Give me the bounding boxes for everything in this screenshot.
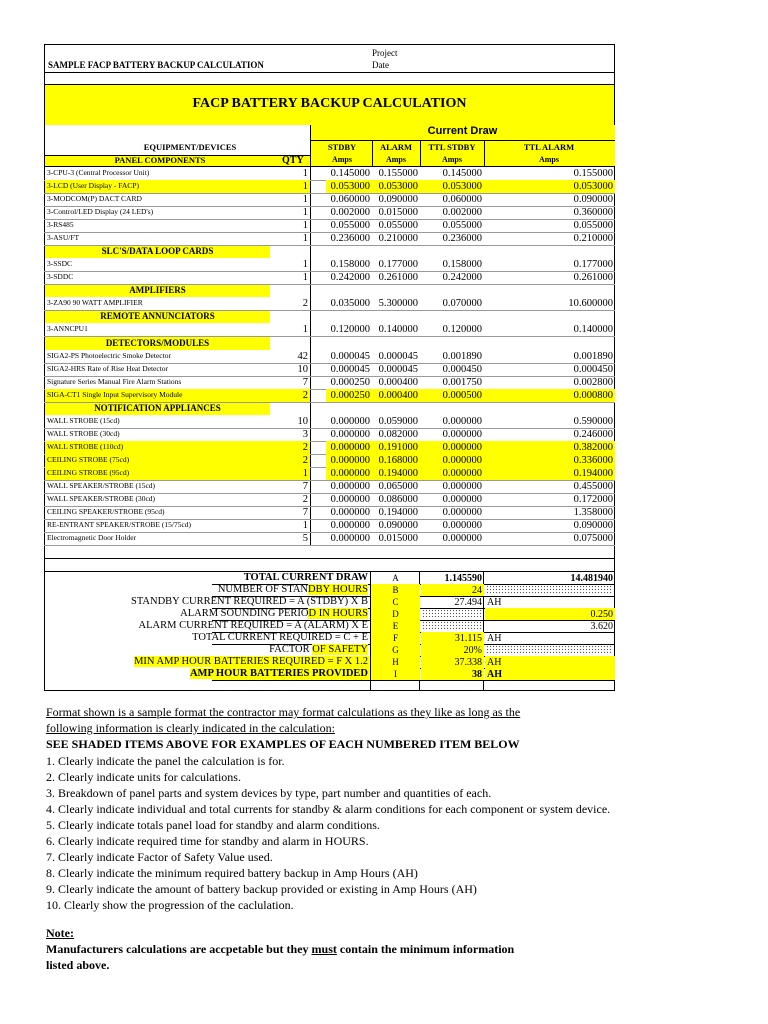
current-draw-header: Current Draw	[427, 125, 498, 137]
row-divider	[44, 232, 615, 233]
summary-alarm-value: 3.620	[590, 621, 613, 632]
empty-cell-shading	[422, 609, 482, 619]
alarm-cell: 0.000045	[378, 351, 418, 362]
qty-cell: 1	[302, 181, 308, 192]
ah-bg	[485, 668, 615, 680]
qty-cell: 2	[302, 494, 308, 505]
equipment-name: 3-Control/LED Display (24 LED's)	[47, 207, 154, 216]
equipment-name: WALL STROBE (110cd)	[47, 442, 124, 451]
equipment-header: EQUIPMENT/DEVICES	[143, 142, 237, 152]
ttl-alarm-cell: 0.075000	[573, 533, 613, 544]
qty-cell: 1	[302, 468, 308, 479]
stdby-cell: 0.060000	[330, 194, 370, 205]
ttl-stdby-cell: 0.236000	[442, 233, 482, 244]
instruction-item: 2. Clearly indicate units for calculations.	[46, 770, 241, 784]
summary-stdby-value: 20%	[463, 645, 482, 656]
qty-cell: 5	[302, 533, 308, 544]
equipment-name: 3-SSDC	[47, 259, 73, 268]
divider	[44, 166, 615, 167]
qty-cell: 2	[302, 390, 308, 401]
alarm-cell: 0.090000	[378, 520, 418, 531]
stdby-cell: 0.236000	[330, 233, 370, 244]
qty-cell: 2	[302, 298, 308, 309]
stdby-cell: 0.000000	[330, 494, 370, 505]
ttl-stdby-cell: 0.000000	[442, 520, 482, 531]
alarm-cell: 0.015000	[378, 533, 418, 544]
ttl-alarm-cell: 0.261000	[573, 272, 613, 283]
ttl-stdby-cell: 0.000000	[442, 442, 482, 453]
stdby-cell: 0.000000	[330, 533, 370, 544]
summary-stdby-value: 1.145590	[444, 573, 482, 584]
equipment-name: CEILING STROBE (75cd)	[47, 455, 130, 464]
qty-header: QTY	[282, 155, 304, 166]
qty-cell: 10	[297, 364, 308, 375]
ttl-alarm-cell: 0.000800	[573, 390, 613, 401]
summary-stdby-value: 37.338	[454, 657, 482, 668]
panel-components-header: PANEL COMPONENTS	[114, 155, 206, 165]
equipment-name: SIGA2-PS Photoelectric Smoke Detector	[47, 351, 171, 360]
stdby-cell: 0.000000	[330, 520, 370, 531]
summary-stdby-value: 38	[472, 669, 482, 680]
ttl-alarm-cell: 0.000450	[573, 364, 613, 375]
summary-stdby-value: 24	[472, 585, 482, 596]
column-divider	[420, 140, 421, 166]
project-label: Project	[372, 48, 398, 58]
alarm-header: ALARM	[379, 142, 413, 152]
alarm-cell: 0.065000	[378, 481, 418, 492]
ttl-stdby-header: TTL STDBY	[428, 142, 476, 152]
stdby-cell: 0.000250	[330, 390, 370, 401]
alarm-cell: 0.015000	[378, 207, 418, 218]
ttl-stdby-cell: 0.000000	[442, 455, 482, 466]
summary-stdby-value: 31.115	[454, 633, 482, 644]
section-remote: REMOTE ANNUNCIATORS	[100, 311, 215, 321]
ttl-alarm-cell: 0.053000	[573, 181, 613, 192]
ttl-stdby-cell: 0.000000	[442, 481, 482, 492]
stdby-cell: 0.055000	[330, 220, 370, 231]
qty-cell: 1	[302, 324, 308, 335]
ttl-stdby-cell: 0.000000	[442, 416, 482, 427]
ttl-stdby-cell: 0.001750	[442, 377, 482, 388]
instruction-item: 8. Clearly indicate the minimum required battery backup in Amp Hours (AH)	[46, 866, 418, 880]
equipment-name: 3-ASU/FT	[47, 233, 80, 242]
row-divider	[212, 680, 615, 681]
equipment-name: SIGA-CT1 Single Input Supervisory Module	[47, 390, 183, 399]
instruction-item: 4. Clearly indicate individual and total currents for standby & alarm conditions for each component or system device.	[46, 802, 611, 816]
summary-label: MIN AMP HOUR BATTERIES REQUIRED = F X 1.2	[134, 656, 368, 667]
qty-cell: 1	[302, 520, 308, 531]
summary-label: TOTAL CURRENT DRAW	[243, 572, 368, 583]
summary-letter: C	[392, 597, 399, 607]
equipment-name: SIGA2-HRS Rate of Rise Heat Detector	[47, 364, 169, 373]
alarm-cell: 0.000400	[378, 377, 418, 388]
equipment-name: WALL SPEAKER/STROBE (30cd)	[47, 494, 156, 503]
summary-stdby-value: 27.494	[454, 597, 482, 608]
instruction-item: 1. Clearly indicate the panel the calculation is for.	[46, 754, 285, 768]
stdby-cell: 0.000000	[330, 468, 370, 479]
see-shaded-note: SEE SHADED ITEMS ABOVE FOR EXAMPLES OF EACH NUMBERED ITEM BELOW	[46, 737, 520, 751]
qty-cell: 2	[302, 442, 308, 453]
ttl-stdby-cell: 0.001890	[442, 351, 482, 362]
summary-label: STANDBY CURRENT REQUIRED = A (STDBY) X B	[131, 596, 368, 607]
section-notification: NOTIFICATION APPLIANCES	[94, 403, 221, 413]
ttl-alarm-cell: 10.600000	[568, 298, 613, 309]
equipment-name: 3-MODCOM(P) DACT CARD	[47, 194, 142, 203]
summary-label: FACTOR OF SAFETY	[269, 644, 368, 655]
alarm-cell: 0.090000	[378, 194, 418, 205]
unit-ah: AH	[487, 669, 502, 680]
row-divider	[44, 402, 615, 403]
ttl-alarm-cell: 0.055000	[573, 220, 613, 231]
ttl-alarm-cell: 0.172000	[573, 494, 613, 505]
intro-line-2: following information is clearly indicated in the calculation:	[46, 721, 335, 735]
equipment-name: Electromagnetic Door Holder	[47, 533, 137, 542]
qty-cell: 2	[302, 455, 308, 466]
alarm-cell: 0.177000	[378, 259, 418, 270]
row-divider	[44, 219, 615, 220]
column-divider	[372, 140, 373, 166]
ttl-alarm-cell: 0.177000	[573, 259, 613, 270]
stdby-cell: 0.035000	[330, 298, 370, 309]
qty-cell: 1	[302, 220, 308, 231]
ttl-stdby-cell: 0.145000	[442, 168, 482, 179]
alarm-cell: 0.000400	[378, 390, 418, 401]
summary-label: AMP HOUR BATTERIES PROVIDED	[189, 668, 368, 679]
ttl-alarm-cell: 0.590000	[573, 416, 613, 427]
listed-above: listed above.	[46, 958, 110, 972]
qty-cell: 10	[297, 416, 308, 427]
ttl-alarm-cell: 0.360000	[573, 207, 613, 218]
qty-cell: 1	[302, 272, 308, 283]
equipment-name: CEILING SPEAKER/STROBE (95cd)	[47, 507, 165, 516]
stdby-cell: 0.000045	[330, 351, 370, 362]
qty-cell: 1	[302, 233, 308, 244]
ttl-alarm-cell: 0.336000	[573, 455, 613, 466]
summary-label: TOTAL CURRENT REQUIRED = C + E	[192, 632, 368, 643]
equipment-name: 3-ANNCPU1	[47, 324, 88, 333]
summary-alarm-value: 0.250	[590, 609, 613, 620]
section-detectors: DETECTORS/MODULES	[105, 338, 210, 348]
instruction-item: 6. Clearly indicate required time for standby and alarm in HOURS.	[46, 834, 369, 848]
alarm-cell: 0.194000	[378, 468, 418, 479]
intro-line-1: Format shown is a sample format the contractor may format calculations as they like as long as the	[46, 705, 521, 719]
alarm-cell: 0.053000	[378, 181, 418, 192]
ttl-stdby-cell: 0.000000	[442, 468, 482, 479]
row-divider	[44, 284, 615, 285]
row-divider	[44, 545, 615, 546]
empty-cell-shading	[422, 621, 482, 631]
instruction-item: 10. Clearly show the progression of the caclulation.	[46, 898, 294, 912]
ttl-stdby-cell: 0.000000	[442, 533, 482, 544]
stdby-cell: 0.002000	[330, 207, 370, 218]
stdby-cell: 0.000000	[330, 481, 370, 492]
ttl-stdby-cell: 0.000500	[442, 390, 482, 401]
ttl-stdby-cell: 0.120000	[442, 324, 482, 335]
alarm-cell: 0.082000	[378, 429, 418, 440]
ttl-alarm-cell: 0.090000	[573, 194, 613, 205]
row-divider	[44, 310, 615, 311]
unit-ah: AH	[487, 633, 502, 644]
ttl-alarm-cell: 0.210000	[573, 233, 613, 244]
alarm-cell: 0.168000	[378, 455, 418, 466]
qty-cell: 3	[302, 429, 308, 440]
qty-cell: 1	[302, 207, 308, 218]
qty-cell: 7	[302, 481, 308, 492]
alarm-cell: 0.261000	[378, 272, 418, 283]
stdby-header: STDBY	[327, 142, 357, 152]
summary-letter: F	[392, 633, 398, 643]
ttl-stdby-cell: 0.055000	[442, 220, 482, 231]
ttl-stdby-unit: Amps	[441, 155, 462, 164]
row-divider	[44, 428, 615, 429]
equipment-name: 3-SDDC	[47, 272, 74, 281]
divider	[44, 72, 615, 73]
ttl-stdby-cell: 0.070000	[442, 298, 482, 309]
column-divider	[484, 140, 485, 166]
empty-cell-shading	[486, 645, 613, 655]
ttl-stdby-cell: 0.000000	[442, 507, 482, 518]
instruction-item: 5. Clearly indicate totals panel load for standby and alarm conditions.	[46, 818, 380, 832]
equipment-name: CEILING STROBE (95cd)	[47, 468, 130, 477]
qty-cell: 7	[302, 507, 308, 518]
main-title: FACP BATTERY BACKUP CALCULATION	[192, 96, 467, 111]
note-label: Note:	[46, 926, 74, 940]
ttl-alarm-cell: 0.382000	[573, 442, 613, 453]
summary-letter: I	[394, 669, 397, 679]
column-divider	[310, 125, 311, 545]
stdby-cell: 0.242000	[330, 272, 370, 283]
equipment-name: 3-LCD (User Display - FACP)	[47, 181, 139, 190]
unit-ah: AH	[487, 597, 502, 608]
stdby-cell: 0.053000	[330, 181, 370, 192]
alarm-cell: 0.055000	[378, 220, 418, 231]
ttl-alarm-cell: 0.002800	[573, 377, 613, 388]
alarm-cell: 0.059000	[378, 416, 418, 427]
alarm-cell: 0.194000	[378, 507, 418, 518]
qty-cell: 42	[297, 351, 308, 362]
stdby-cell: 0.000000	[330, 416, 370, 427]
sheet-title: SAMPLE FACP BATTERY BACKUP CALCULATION	[48, 60, 264, 70]
equipment-name: RE-ENTRANT SPEAKER/STROBE (15/75cd)	[47, 520, 192, 529]
ttl-alarm-header: TTL ALARM	[523, 142, 575, 152]
qty-cell: 7	[302, 377, 308, 388]
section-amplifiers: AMPLIFIERS	[129, 285, 186, 295]
qty-cell: 1	[302, 168, 308, 179]
ttl-alarm-cell: 1.358000	[573, 507, 613, 518]
ttl-stdby-cell: 0.060000	[442, 194, 482, 205]
ttl-alarm-cell: 0.155000	[573, 168, 613, 179]
ttl-stdby-cell: 0.000000	[442, 494, 482, 505]
section-slc: SLC'S/DATA LOOP CARDS	[101, 246, 214, 256]
ttl-alarm-cell: 0.090000	[573, 520, 613, 531]
ttl-stdby-cell: 0.158000	[442, 259, 482, 270]
ttl-alarm-cell: 0.246000	[573, 429, 613, 440]
ttl-stdby-cell: 0.242000	[442, 272, 482, 283]
qty-cell: 1	[302, 194, 308, 205]
summary-label: ALARM SOUNDING PERIOD IN HOURS	[180, 608, 368, 619]
summary-letter: G	[392, 645, 399, 655]
summary-letter: H	[392, 657, 399, 667]
summary-label: NUMBER OF STANDBY HOURS	[217, 584, 368, 595]
divider	[44, 558, 615, 559]
equipment-name: 3-ZA90 90 WATT AMPLIFIER	[47, 298, 143, 307]
ttl-alarm-cell: 0.001890	[573, 351, 613, 362]
ttl-stdby-cell: 0.000000	[442, 429, 482, 440]
empty-cell-shading	[486, 585, 613, 595]
alarm-unit: Amps	[385, 155, 406, 164]
alarm-cell: 5.300000	[378, 298, 418, 309]
alarm-cell: 0.155000	[378, 168, 418, 179]
stdby-unit: Amps	[331, 155, 352, 164]
ttl-stdby-cell: 0.053000	[442, 181, 482, 192]
stdby-cell: 0.000000	[330, 455, 370, 466]
ttl-stdby-cell: 0.002000	[442, 207, 482, 218]
summary-letter: E	[392, 621, 399, 631]
equipment-name: 3-RS485	[47, 220, 74, 229]
stdby-cell: 0.000000	[330, 442, 370, 453]
stdby-cell: 0.000250	[330, 377, 370, 388]
stdby-cell: 0.000000	[330, 429, 370, 440]
ttl-alarm-unit: Amps	[538, 155, 559, 164]
equipment-name: Signature Series Manual Fire Alarm Stations	[47, 377, 182, 386]
ah-bg	[485, 656, 615, 668]
stdby-cell: 0.120000	[330, 324, 370, 335]
instruction-item: 9. Clearly indicate the amount of battery backup provided or existing in Amp Hours (AH)	[46, 882, 477, 896]
qty-cell: 1	[302, 259, 308, 270]
equipment-name: WALL SPEAKER/STROBE (15cd)	[47, 481, 156, 490]
ttl-alarm-cell: 0.140000	[573, 324, 613, 335]
summary-label: ALARM CURRENT REQUIRED = A (ALARM) X E	[138, 620, 368, 631]
unit-ah: AH	[487, 657, 502, 668]
ttl-alarm-cell: 0.455000	[573, 481, 613, 492]
alarm-cell: 0.140000	[378, 324, 418, 335]
equipment-name: 3-CPU-3 (Central Processor Unit)	[47, 168, 150, 177]
alarm-cell: 0.086000	[378, 494, 418, 505]
date-label: Date	[372, 60, 389, 70]
stdby-cell: 0.158000	[330, 259, 370, 270]
ttl-alarm-cell: 0.194000	[573, 468, 613, 479]
equipment-name: WALL STROBE (30cd)	[47, 429, 120, 438]
row-divider	[44, 245, 615, 246]
summary-alarm-value: 14.481940	[570, 573, 613, 584]
summary-letter: A	[392, 573, 399, 583]
summary-letter: D	[392, 609, 399, 619]
instruction-item: 3. Breakdown of panel parts and system devices by type, part number and quantities of each.	[46, 786, 492, 800]
alarm-cell: 0.000045	[378, 364, 418, 375]
row-divider	[44, 336, 615, 337]
stdby-cell: 0.145000	[330, 168, 370, 179]
manufacturers-note: Manufacturers calculations are accpetable but they must contain the minimum information	[46, 942, 515, 956]
alarm-cell: 0.191000	[378, 442, 418, 453]
ttl-stdby-cell: 0.000450	[442, 364, 482, 375]
stdby-cell: 0.000000	[330, 507, 370, 518]
equipment-name: WALL STROBE (15cd)	[47, 416, 120, 425]
alarm-cell: 0.210000	[378, 233, 418, 244]
stdby-cell: 0.000045	[330, 364, 370, 375]
row-divider	[44, 271, 615, 272]
instruction-item: 7. Clearly indicate Factor of Safety Value used.	[46, 850, 273, 864]
summary-letter: B	[392, 585, 399, 595]
